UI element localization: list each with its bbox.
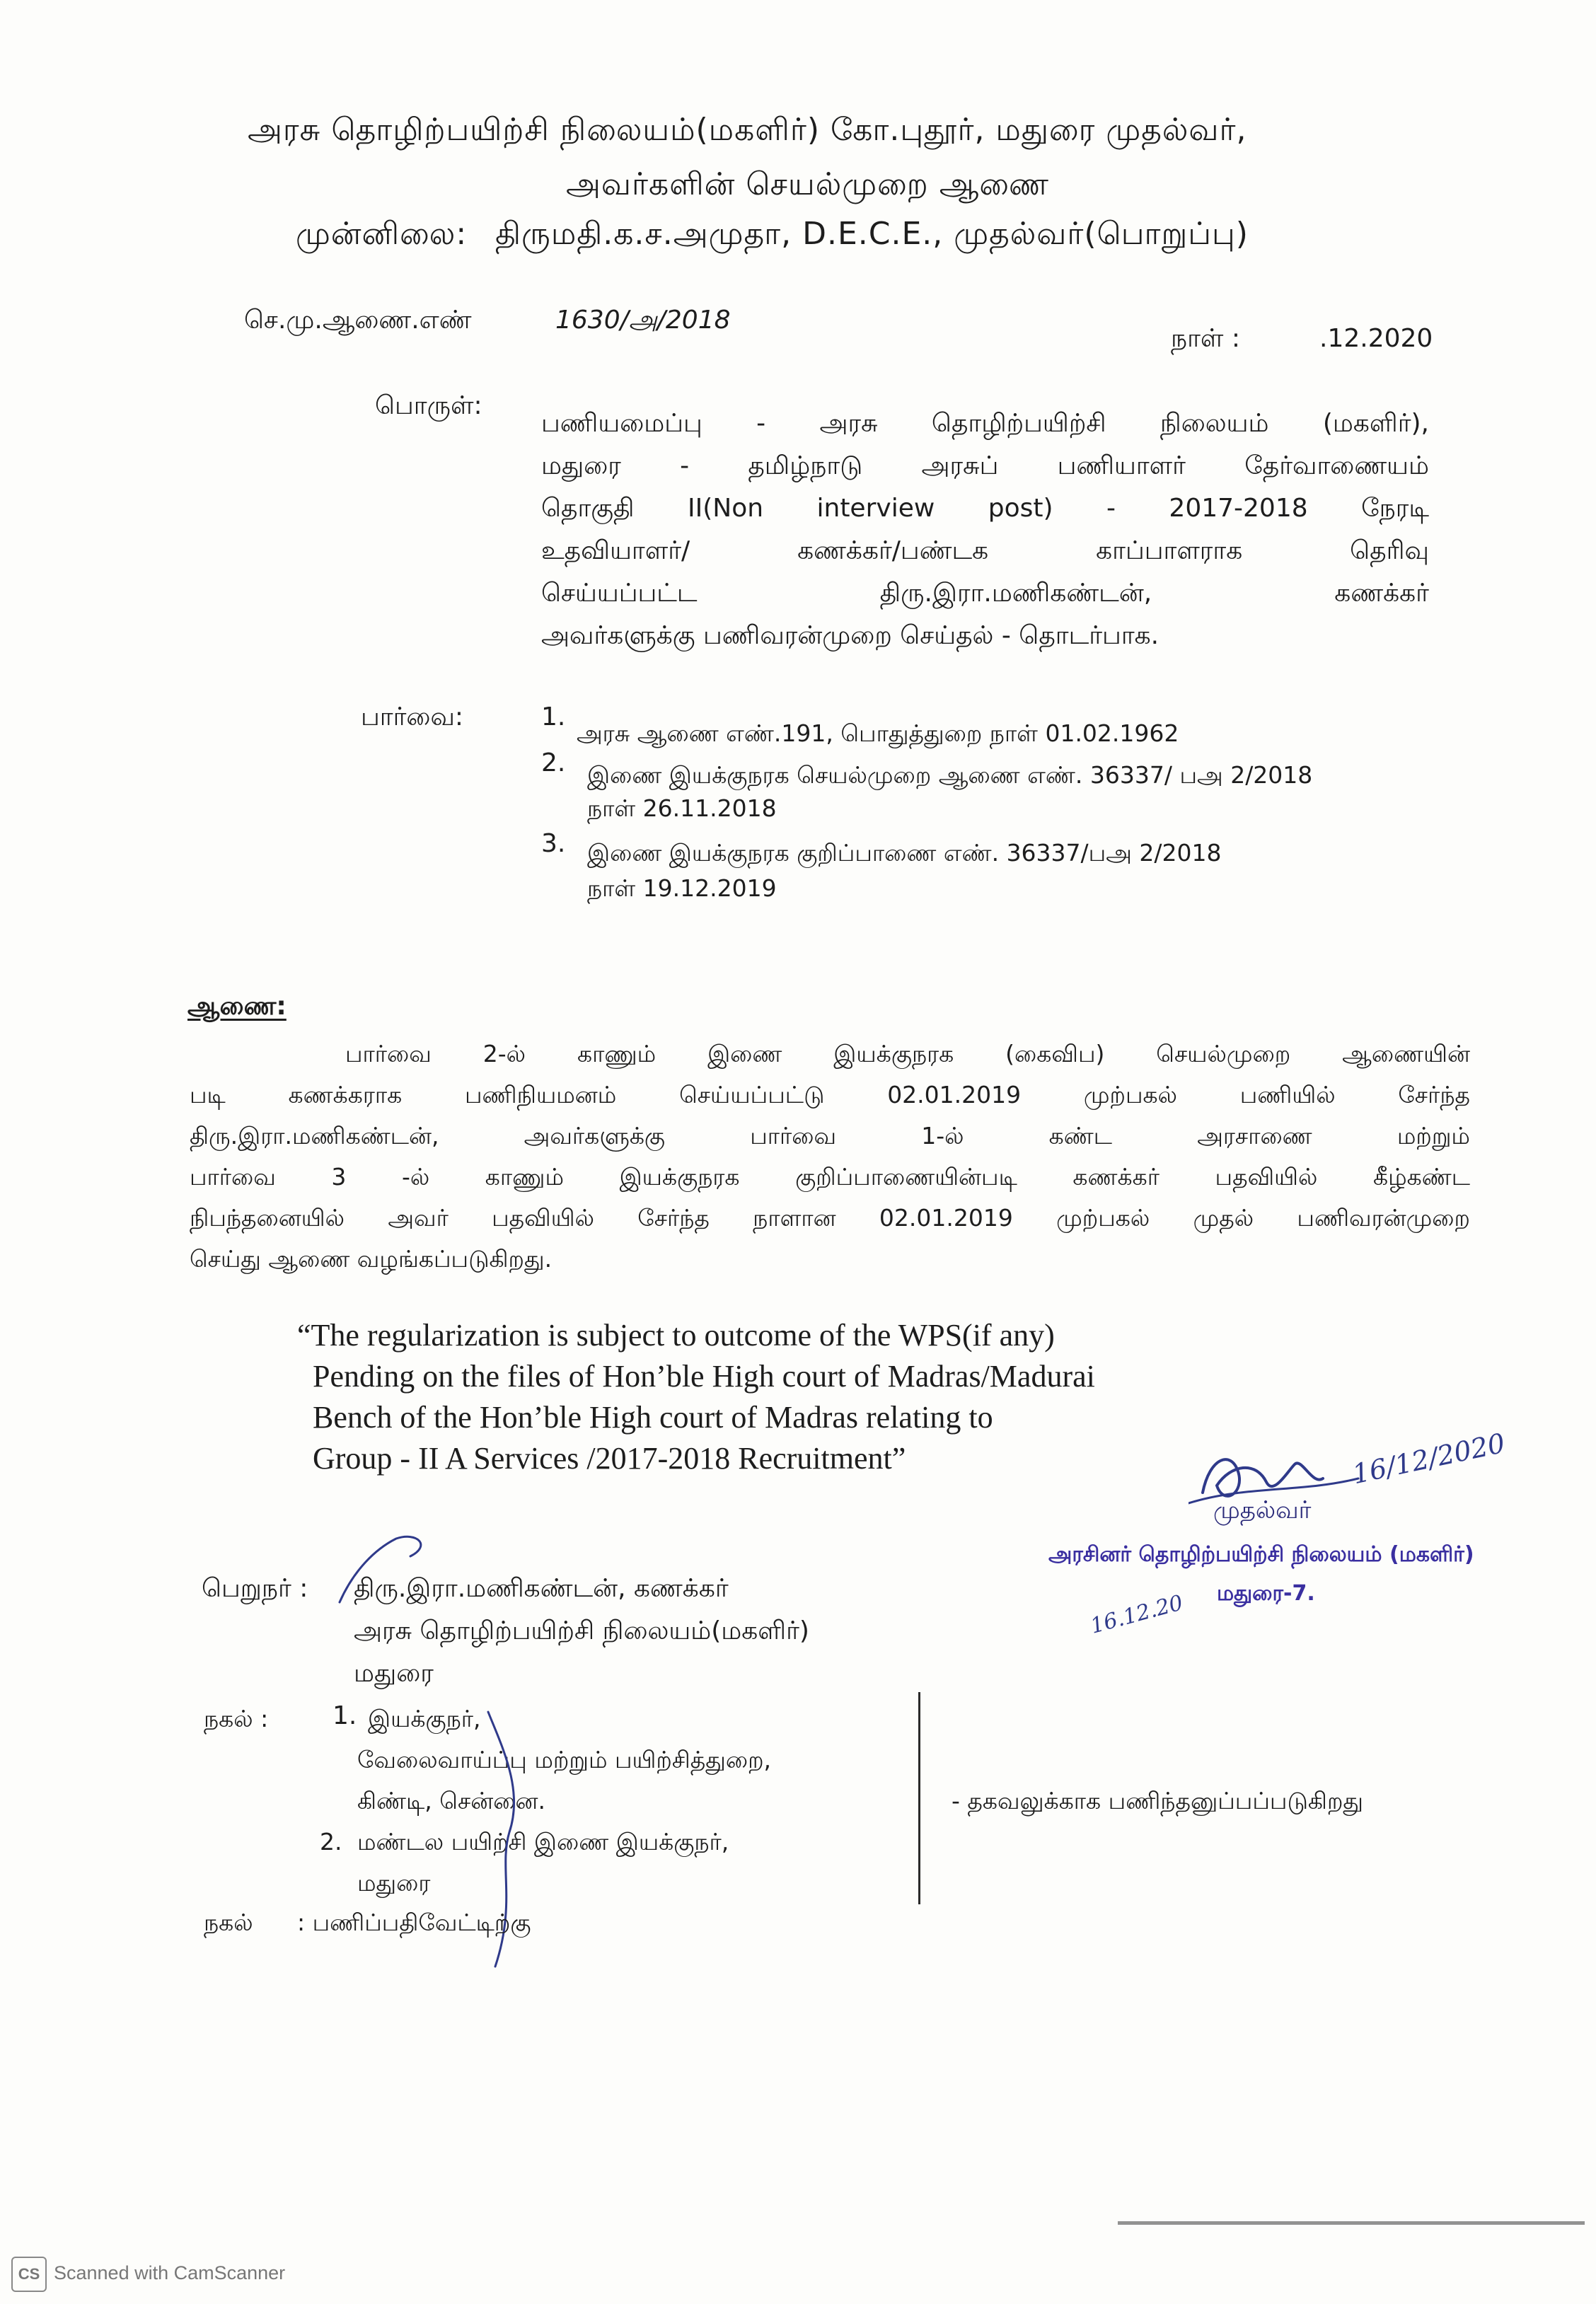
reference-num: 1. xyxy=(541,702,566,731)
recipient-line-1: திரு.இரா.மணிகண்டன், கணக்கர் xyxy=(354,1574,729,1603)
camscanner-logo: CS xyxy=(11,2257,47,2292)
recipient-line-3: மதுரை xyxy=(354,1659,434,1688)
subject-line: பணியமைப்பு - அரசு தொழிற்பயிற்சி நிலையம் (மகளிர்), xyxy=(541,409,1429,438)
recipient-line-2: அரசு தொழிற்பயிற்சி நிலையம்(மகளிர்) xyxy=(354,1616,809,1645)
subject-label: பொருள்: xyxy=(375,391,482,420)
reference-num: 2. xyxy=(541,748,566,777)
condition-line: Pending on the files of Hon’ble High court of Madras/Madurai xyxy=(313,1359,1095,1394)
order-line: திரு.இரா.மணிகண்டன், அவர்களுக்கு பார்வை 1-ல் கண்ட அரசாணை மற்றும் xyxy=(190,1122,1470,1150)
camscanner-text: Scanned with CamScanner xyxy=(54,2262,286,2283)
order-line: பார்வை 2-ல் காணும் இணை இயக்குநரக (கைவிப) செயல்முறை ஆணையின் xyxy=(345,1040,1470,1067)
subject-line: தொகுதி II(Non interview post) - 2017-2018 நேரடி xyxy=(541,494,1429,523)
copy2-label: நகல் xyxy=(204,1909,253,1936)
subject-line: உதவியாளர்/ கணக்கர்/பண்டக காப்பாளராக தெரிவு xyxy=(541,536,1429,565)
copy2-value: : பணிப்பதிவேட்டிற்கு xyxy=(297,1909,531,1936)
references-label: பார்வை: xyxy=(361,702,464,731)
condition-line: Group - II A Services /2017-2018 Recruitment” xyxy=(313,1441,906,1476)
stamp-line-1: அரசினர் தொழிற்பயிற்சி நிலையம் (மகளிர்) xyxy=(1048,1542,1474,1567)
signature-date: 16/12/2020 xyxy=(1349,1427,1508,1490)
copy-line: வேலைவாய்ப்பு மற்றும் பயிற்சித்துறை, xyxy=(357,1746,772,1773)
condition-block xyxy=(297,1317,1095,1481)
subject-line: மதுரை - தமிழ்நாடு அரசுப் பணியாளர் தேர்வாணையம் xyxy=(541,451,1429,480)
copy-note: - தகவலுக்காக பணிந்தனுப்பப்படுகிறது xyxy=(952,1787,1364,1814)
order-line: பார்வை 3 -ல் காணும் இயக்குநரக குறிப்பாணையின்படி கணக்கர் பதவியில் கீழ்கண்ட xyxy=(190,1163,1470,1191)
order-line: படி கணக்கராக பணிநியமனம் செய்யப்பட்டு 02.01.2019 முற்பகல் பணியில் சேர்ந்த xyxy=(190,1081,1470,1108)
condition-line: Bench of the Hon’ble High court of Madras relating to xyxy=(313,1400,993,1435)
subject-block xyxy=(541,409,1429,664)
header-line-2: அவர்களின் செயல்முறை ஆணை xyxy=(566,166,1049,202)
signature-title: முதல்வர் xyxy=(1213,1496,1312,1524)
subject-line: அவர்களுக்கு பணிவரன்முறை செய்தல் - தொடர்பாக. xyxy=(541,621,1160,650)
copy-line: இயக்குநர், xyxy=(368,1705,481,1732)
order-line: நிபந்தனையில் அவர் பதவியில் சேர்ந்த நாளான 02.01.2019 முற்பகல் முதல் பணிவரன்முறை xyxy=(190,1204,1470,1232)
order-date-label: நாள் : xyxy=(1171,324,1240,353)
presence-value: திருமதி.க.ச.அமுதா, D.E.C.E., முதல்வர்(பொறுப்பு) xyxy=(495,216,1249,252)
copy-line: மதுரை xyxy=(357,1869,431,1897)
subject-line: செய்யப்பட்ட திரு.இரா.மணிகண்டன், கணக்கர் xyxy=(541,579,1429,608)
stamp-line-2: மதுரை-7. xyxy=(1217,1581,1315,1606)
copy-bracket xyxy=(913,1692,920,1904)
order-body xyxy=(190,1040,1470,1286)
copy-num: 2. xyxy=(320,1828,342,1856)
copy-num: 1. xyxy=(332,1701,357,1730)
copy-line: மண்டல பயிற்சி இணை இயக்குநர், xyxy=(357,1828,729,1856)
presence-label: முன்னிலை: xyxy=(296,216,468,252)
order-line: செய்து ஆணை வழங்கப்படுகிறது. xyxy=(190,1245,553,1273)
scan-edge-line xyxy=(1118,2221,1585,2225)
order-ref-number: 1630/அ/2018 xyxy=(555,306,731,335)
order-date-value: .12.2020 xyxy=(1319,324,1433,353)
copy-label: நகல் : xyxy=(204,1705,269,1732)
copy-line: கிண்டி, சென்னை. xyxy=(357,1787,545,1814)
stamp-initial: 16.12.20 xyxy=(1087,1590,1186,1639)
reference-date: நாள் 26.11.2018 xyxy=(587,794,777,822)
order-heading: ஆணை: xyxy=(187,992,287,1021)
reference-text: அரசு ஆணை எண்.191, பொதுத்துறை நாள் 01.02.1962 xyxy=(577,719,1179,747)
order-ref-label: செ.மு.ஆணை.எண் xyxy=(244,306,472,335)
recipient-label: பெறுநர் : xyxy=(202,1574,308,1603)
condition-line: “The regularization is subject to outcome of the WPS(if any) xyxy=(297,1318,1055,1353)
reference-date: நாள் 19.12.2019 xyxy=(587,874,777,902)
header-line-1: அரசு தொழிற்பயிற்சி நிலையம்(மகளிர்) கோ.புதூர், மதுரை முதல்வர், xyxy=(248,112,1247,148)
reference-num: 3. xyxy=(541,829,566,858)
reference-text: இணை இயக்குநரக செயல்முறை ஆணை எண். 36337/ பஅ 2/2018 xyxy=(587,761,1313,789)
reference-text: இணை இயக்குநரக குறிப்பாணை எண். 36337/பஅ 2/2018 xyxy=(587,839,1222,867)
